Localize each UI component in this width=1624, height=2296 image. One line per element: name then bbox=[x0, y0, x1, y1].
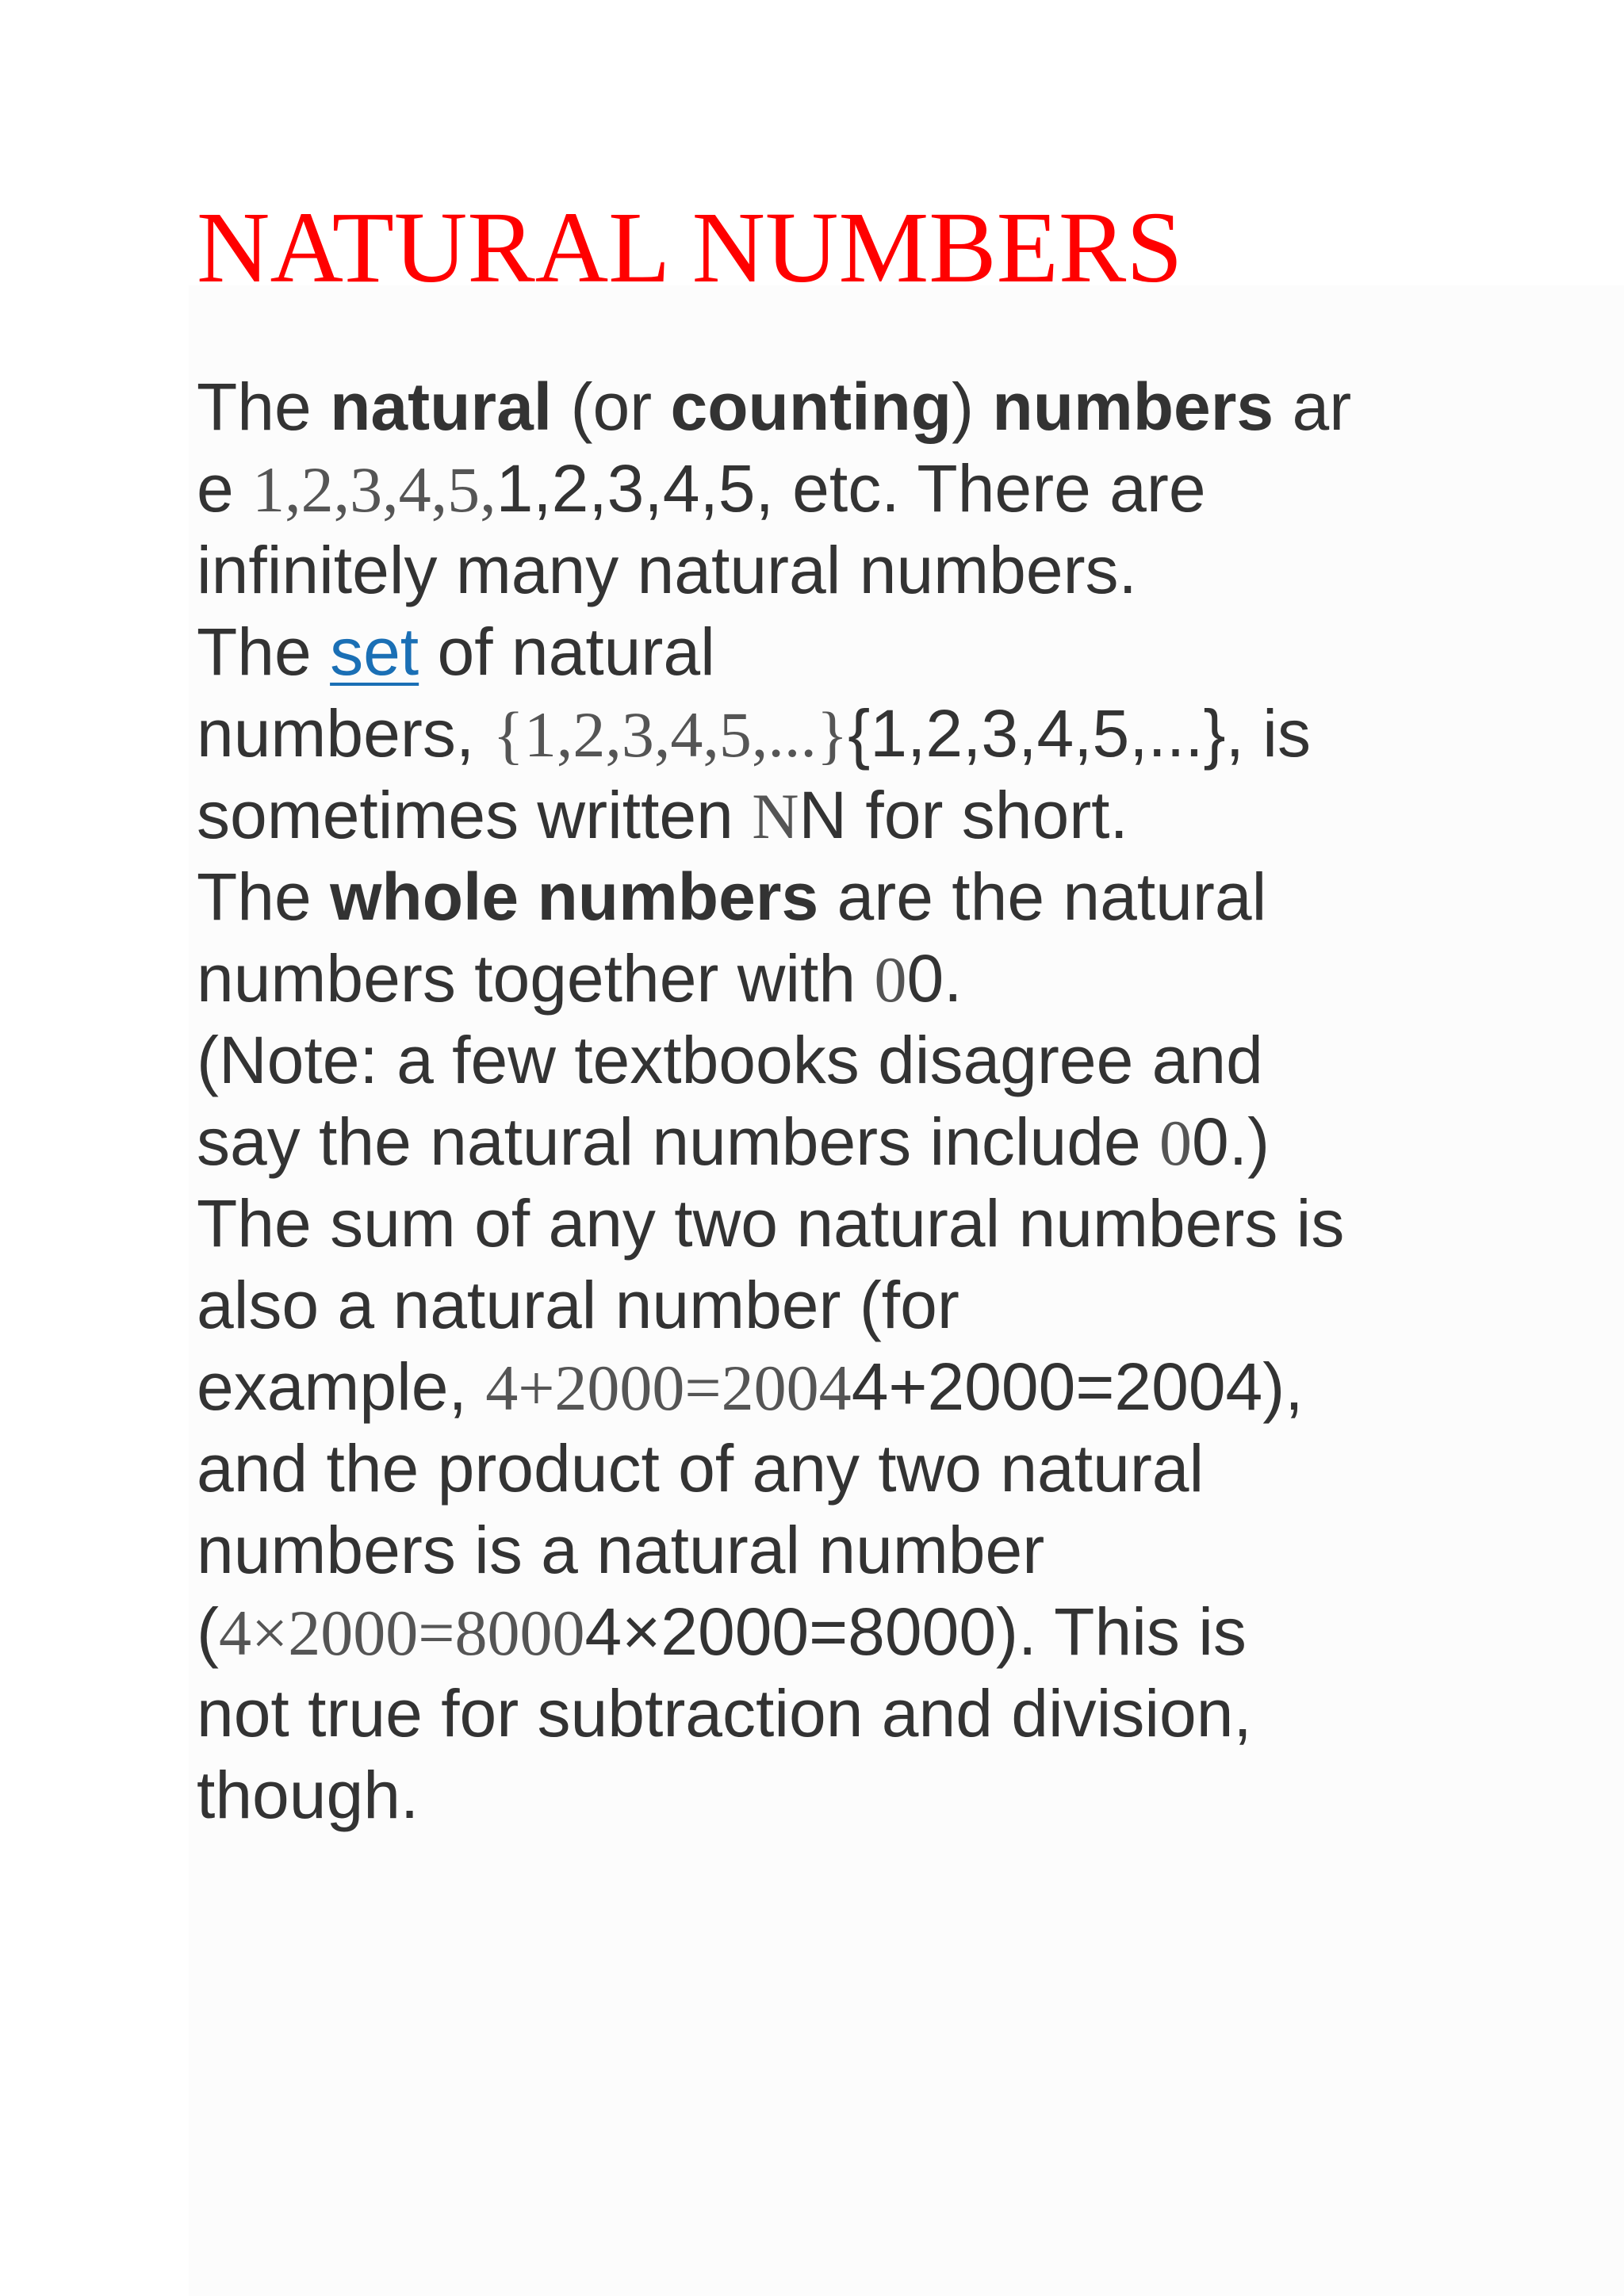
text-run: numbers together with bbox=[197, 941, 875, 1016]
text-line bbox=[197, 775, 1450, 856]
text-run: ( bbox=[197, 1594, 219, 1669]
math-expression: {1,2,3,4,5,...} bbox=[492, 698, 848, 771]
text-run: are the natural bbox=[818, 859, 1267, 934]
text-run: 4×2000=8000). This is bbox=[584, 1594, 1247, 1669]
bold-term-whole-numbers: whole numbers bbox=[330, 859, 819, 934]
text-run: The bbox=[197, 369, 331, 444]
text-run: say the natural numbers include bbox=[197, 1104, 1160, 1179]
math-expression: 0 bbox=[874, 943, 907, 1016]
text-run: 0.) bbox=[1192, 1104, 1270, 1179]
text-run: 1,2,3,4,5, etc. There are bbox=[496, 451, 1206, 526]
text-run: of natural bbox=[419, 614, 715, 689]
text-line: and the product of any two natural bbox=[197, 1431, 1205, 1506]
text-run: N for short. bbox=[799, 778, 1128, 852]
text-run: The bbox=[197, 859, 331, 934]
bold-term-natural: natural bbox=[330, 369, 553, 444]
text-line bbox=[197, 611, 1450, 693]
text-line bbox=[197, 938, 1450, 1020]
text-run: {1,2,3,4,5,...}, is bbox=[848, 696, 1311, 771]
math-expression: 1,2,3,4,5, bbox=[252, 453, 496, 526]
text-line: though. bbox=[197, 1758, 419, 1832]
text-line bbox=[197, 693, 1450, 775]
math-expression: 0 bbox=[1159, 1107, 1193, 1179]
math-expression: 4×2000=8000 bbox=[218, 1597, 585, 1669]
text-line bbox=[197, 1591, 1450, 1673]
text-run: ar bbox=[1274, 369, 1352, 444]
text-run: The bbox=[197, 614, 331, 689]
math-expression: N bbox=[752, 780, 799, 852]
text-line: infinitely many natural numbers. bbox=[197, 533, 1137, 607]
text-line bbox=[197, 366, 1450, 448]
text-run: 0. bbox=[906, 941, 963, 1016]
article-body bbox=[197, 366, 1450, 1836]
text-line bbox=[197, 1346, 1450, 1428]
text-line: not true for subtraction and division, bbox=[197, 1676, 1252, 1751]
bold-term-numbers: numbers bbox=[992, 369, 1274, 444]
text-run: numbers, bbox=[197, 696, 493, 771]
math-expression: 4+2000=2004 bbox=[485, 1352, 852, 1424]
text-run: (or bbox=[552, 369, 671, 444]
text-run: example, bbox=[197, 1349, 486, 1424]
text-line bbox=[197, 448, 1450, 530]
text-line: (Note: a few textbooks disagree and bbox=[197, 1023, 1263, 1097]
bold-term-counting: counting bbox=[670, 369, 952, 444]
page-title: NATURAL NUMBERS bbox=[197, 191, 1183, 304]
text-line: numbers is a natural number bbox=[197, 1513, 1045, 1587]
text-run: ) bbox=[952, 369, 993, 444]
text-run: sometimes written bbox=[197, 778, 753, 852]
text-run: e bbox=[197, 451, 253, 526]
text-line bbox=[197, 856, 1450, 938]
set-link[interactable]: set bbox=[330, 614, 419, 689]
text-line bbox=[197, 1101, 1450, 1183]
text-line: also a natural number (for bbox=[197, 1268, 959, 1342]
text-run: 4+2000=2004), bbox=[851, 1349, 1304, 1424]
text-line: The sum of any two natural numbers is bbox=[197, 1186, 1345, 1261]
